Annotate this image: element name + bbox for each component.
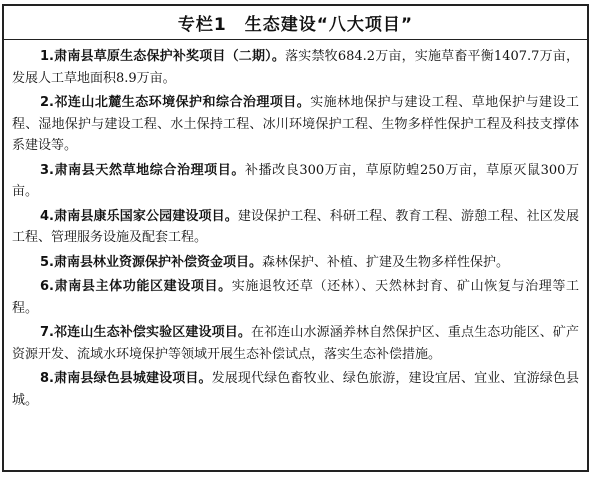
project-number: 3.: [40, 162, 54, 178]
project-name: 祁连山生态补偿实验区建设项目。: [53, 325, 251, 340]
project-name: 肃南县康乐国家公园建设项目。: [53, 208, 238, 224]
project-number: 6.: [40, 279, 54, 294]
project-name: 祁连山北麓生态环境保护和综合治理项目。: [53, 95, 311, 110]
project-item-4: [12, 206, 579, 249]
column-box: [2, 4, 589, 472]
project-description: 补播改良300万亩，草原防蝗250万亩，草原灭鼠300万亩。: [12, 162, 579, 199]
project-name: 肃南县天然草地综合治理项目。: [53, 162, 245, 178]
project-item-3: [12, 160, 579, 203]
project-item-1: [12, 46, 579, 89]
project-description: 落实禁牧684.2万亩，实施草畜平衡1407.7万亩，发展人工草地面积8.9万亩。: [12, 49, 579, 86]
project-name: 肃南县绿色县城建设项目。: [53, 371, 212, 386]
project-description: 实施退牧还草（还林）、天然林封育、矿山恢复与治理等工程。: [12, 279, 579, 316]
project-name: 肃南县林业资源保护补偿资金项目。: [53, 254, 262, 270]
box-title-text: 生态建设“八大项目”: [244, 15, 414, 35]
project-name: 肃南县主体功能区建设项目。: [53, 279, 232, 294]
project-description: 建设保护工程、科研工程、教育工程、游憩工程、社区发展工程、管理服务设施及配套工程。: [12, 208, 579, 245]
project-description: 在祁连山水源涵养林自然保护区、重点生态功能区、矿产资源开发、流域水环境保护等领域开展生态补偿试点，落实生态补偿措施。: [12, 325, 579, 362]
project-item-2: [12, 92, 579, 157]
project-item-6: [12, 276, 579, 319]
project-item-5: [12, 252, 579, 274]
project-description: 实施林地保护与建设工程、草地保护与建设工程、湿地保护与建设工程、水土保持工程、冰川环境保护工程、生物多样性保护工程及科技支撑体系建设等。: [12, 95, 579, 153]
project-description: 森林保护、补植、扩建及生物多样性保护。: [262, 254, 510, 270]
project-list: [4, 40, 587, 411]
project-item-8: [12, 368, 579, 411]
project-number: 4.: [40, 208, 54, 224]
project-name: 肃南县草原生态保护补奖项目（二期）。: [53, 49, 286, 64]
project-item-7: [12, 322, 579, 365]
project-description: 发展现代绿色畜牧业、绿色旅游，建设宜居、宜业、宜游绿色县城。: [12, 371, 579, 408]
box-title: [4, 6, 587, 40]
project-number: 1.: [40, 49, 54, 64]
project-number: 5.: [40, 254, 54, 270]
project-number: 2.: [40, 95, 54, 110]
project-number: 8.: [40, 371, 54, 386]
box-title-prefix: 专栏1: [177, 15, 227, 35]
project-number: 7.: [40, 325, 54, 340]
